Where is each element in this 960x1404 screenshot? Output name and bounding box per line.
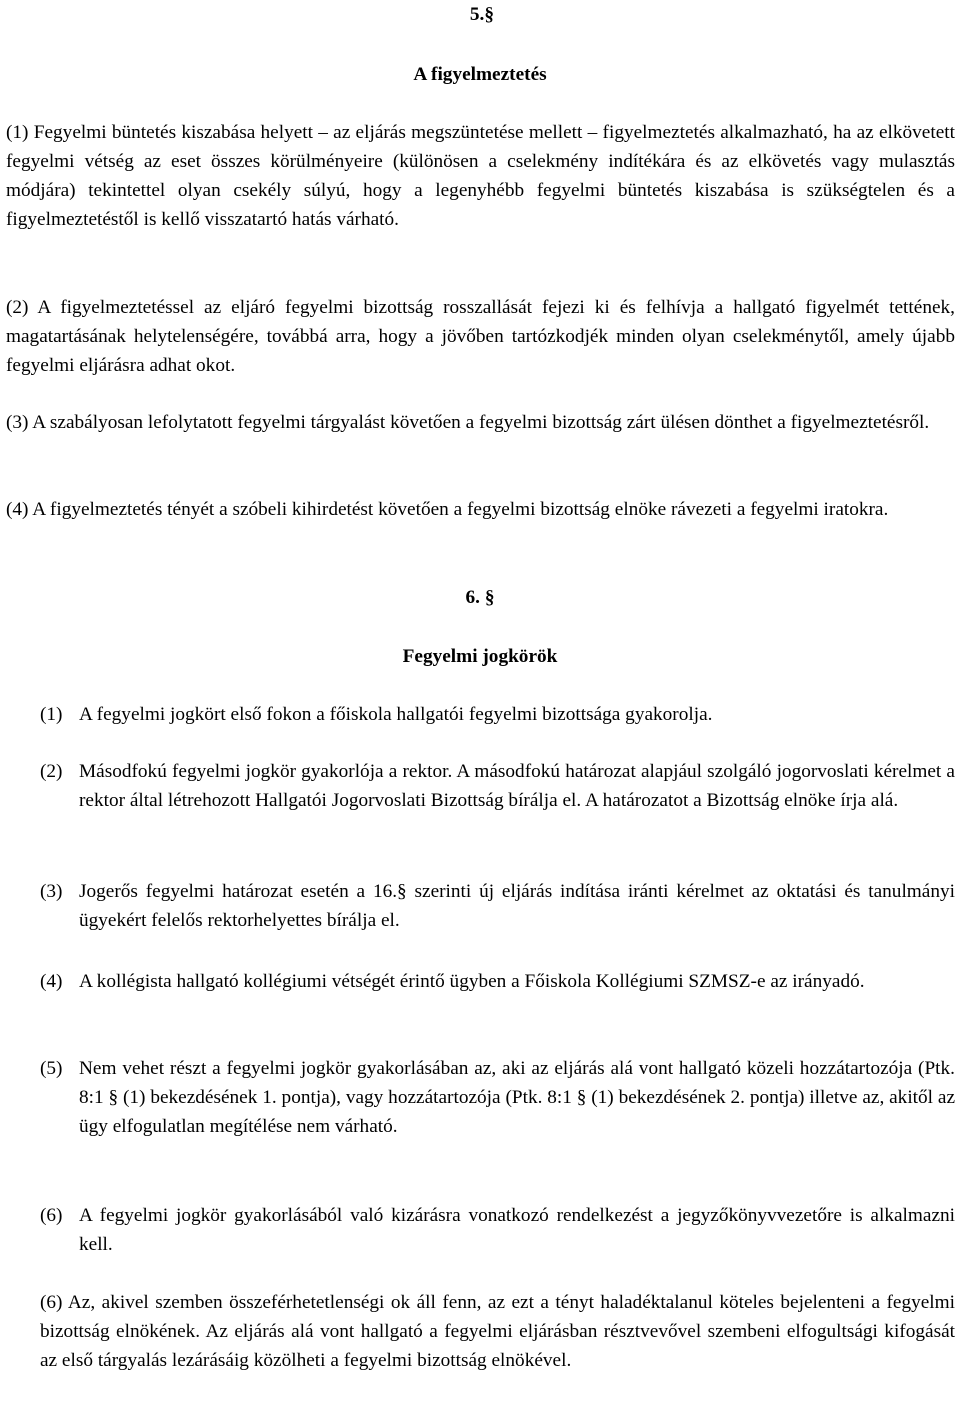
section-6-closing-paragraph: (6) Az, akivel szemben összeférhetetlenségi ok áll fenn, az ezt a tényt haladéktalanul köteles bejelenteni a fegyelmi bizottság elnökének. Az eljárás alá vont hallgató a fegyelmi eljárásban résztvevővel szembeni elfogultsági kifogását az első tárgyalás lezárásáig közölheti a fegyelmi bizottság elnökével. xyxy=(40,1292,955,1371)
section-5-paragraph-4: (4) A figyelmeztetés tényét a szóbeli kihirdetést követően a fegyelmi bizottság elnöke rávezeti a fegyelmi iratokra. xyxy=(6,499,889,520)
section-6-item-6 xyxy=(40,1201,955,1259)
section-6-item-3 xyxy=(40,877,955,935)
item-number: (2) xyxy=(40,761,63,782)
section-5-paragraph-3: (3) A szabályosan lefolytatott fegyelmi tárgyalást követően a fegyelmi bizottság zárt ülésen dönthet a figyelmeztetésről. xyxy=(6,412,930,433)
section-6-item-2 xyxy=(40,757,955,815)
section-6-number: 6. § xyxy=(465,587,495,608)
section-6-item-5 xyxy=(40,1054,955,1141)
item-number: (5) xyxy=(40,1058,63,1079)
section-6-item-1 xyxy=(40,700,955,729)
item-number: (1) xyxy=(40,704,63,725)
item-number: (6) xyxy=(40,1205,63,1226)
item-text: A fegyelmi jogkört első fokon a főiskola hallgatói fegyelmi bizottsága gyakorolja. xyxy=(79,704,713,725)
section-5-title: A figyelmeztetés xyxy=(413,64,547,85)
section-5-paragraph-2: (2) A figyelmeztetéssel az eljáró fegyelmi bizottság rosszallását fejezi ki és felhívja a hallgató figyelmét tettének, magatartásának helytelenségére, továbbá arra, hogy a jövőben tartózkodjék minden olyan cselekménytől, amely újabb fegyelmi eljárásra adhat okot. xyxy=(6,297,955,376)
item-number: (4) xyxy=(40,971,63,992)
item-text: A fegyelmi jogkör gyakorlásából való kizárásra vonatkozó rendelkezést a jegyzőkönyvvezetőre is alkalmazni kell. xyxy=(79,1205,955,1255)
section-5-number: 5.§ xyxy=(469,4,494,25)
item-text: Jogerős fegyelmi határozat esetén a 16.§ szerinti új eljárás indítása iránti kérelmet az oktatási és tanulmányi ügyekért felelős rektorhelyettes bírálja el. xyxy=(79,881,955,931)
section-5-paragraph-1: (1) Fegyelmi büntetés kiszabása helyett – az eljárás megszüntetése mellett – figyelmeztetés alkalmazható, ha az elkövetett fegyelmi vétség az eset összes körülményeire (különösen a cselekmény indítékára és az elkövetés vagy mulasztás módjára) tekintettel olyan csekély súlyú, hogy a legenyhébb fegyelmi büntetés kiszabása is szükségtelen és a figyelmeztetéstől is kellő visszatartó hatás várható. xyxy=(6,122,955,230)
section-6-title: Fegyelmi jogkörök xyxy=(402,646,558,667)
section-6-item-4 xyxy=(40,967,955,996)
item-text: Másodfokú fegyelmi jogkör gyakorlója a rektor. A másodfokú határozat alapjául szolgáló jogorvoslati kérelmet a rektor által létrehozott Hallgatói Jogorvoslati Bizottság bírálja el. A határozatot a Bizottság elnöke írja alá. xyxy=(79,761,955,811)
item-number: (3) xyxy=(40,881,63,902)
item-text: A kollégista hallgató kollégiumi vétségét érintő ügyben a Főiskola Kollégiumi SZMSZ-e az irányadó. xyxy=(79,971,865,992)
item-text: Nem vehet részt a fegyelmi jogkör gyakorlásában az, aki az eljárás alá vont hallgató közeli hozzátartozója (Ptk. 8:1 § (1) bekezdésének 1. pontja), vagy hozzátartozója (Ptk. 8:1 § (1) bekezdésének 2. pontja) illetve az, akitől az ügy elfogulatlan megítélése nem várható. xyxy=(79,1058,955,1137)
